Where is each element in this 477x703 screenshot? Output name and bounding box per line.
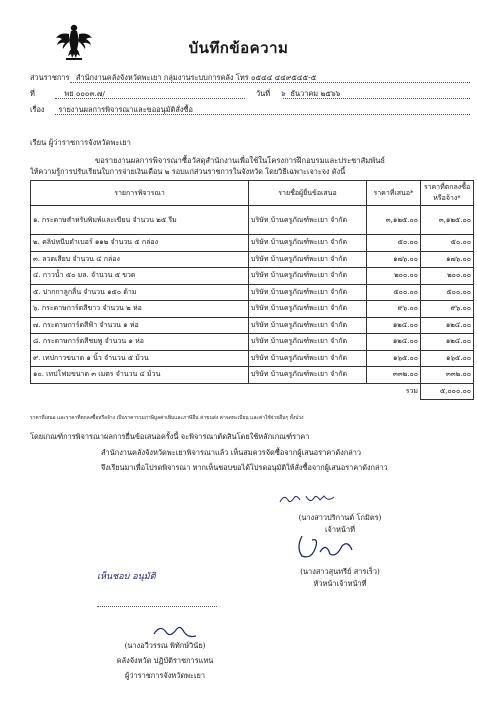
offer-cell: ๑๒๔.๐๐ [367, 334, 421, 351]
table-row [31, 367, 474, 384]
item-cell: ๓. ลวดเสียบ จำนวน ๔ กล่อง [31, 251, 249, 268]
table-row [31, 268, 474, 285]
greeting: เรียน ผู้ว่าราชการจังหวัดพะเยา [30, 138, 131, 147]
memo-title: บันทึกข้อความ [188, 39, 289, 57]
vendor-cell: บริษัท บ้านครูภัณฑ์พะเยา จำกัด [249, 251, 367, 268]
header-agreed: ราคาที่ตกลงซื้อหรือจ้าง* [421, 181, 474, 206]
signer-2-name: (นางสาวสุนทรีย์ สารเร็ว) [300, 567, 380, 576]
offer-cell: ๕๐๐.๐๐ [367, 284, 421, 301]
signer-1-position: เจ้าหน้าที่ [325, 525, 355, 534]
agency-label: ส่วนราชการ [30, 73, 70, 82]
offer-cell: ๑๗๖.๐๐ [367, 251, 421, 268]
agreed-cell: ๑๒๔.๐๐ [421, 334, 474, 351]
footnote: ราคาที่เสนอ และราคาที่ตกลงซื้อหรือจ้าง เป็นราคารวมภาษีมูลค่าเพิ่มและภาษีอื่น ค่าขนส่ง ค่าจดทะเบียน และค่าใช้จ่ายอื่นๆ ทั้งปวง [30, 415, 304, 421]
table-row [31, 284, 474, 301]
signer-2-position: หัวหน้าเจ้าหน้าที่ [313, 579, 367, 588]
items-table [30, 180, 474, 400]
date-value: ธันวาคม ๒๕๖๖ [290, 89, 341, 98]
agreed-cell: ๑๒๔.๐๐ [421, 317, 474, 334]
agreed-cell: ๓๓๒.๐๐ [421, 367, 474, 384]
vendor-cell: บริษัท บ้านครูภัณฑ์พะเยา จำกัด [249, 334, 367, 351]
date-handwritten-day-icon: ๖ [280, 89, 286, 98]
ref-dotline [55, 98, 245, 99]
header-vendor: รายชื่อผู้ยื่นข้อเสนอ [249, 181, 367, 206]
approval-dotline [97, 606, 217, 607]
ref-label: ที่ [30, 89, 35, 98]
offer-cell: ๒๐๐.๐๐ [367, 268, 421, 285]
signer-3-position-1: คลังจังหวัด ปฏิบัติราชการแทน [116, 656, 214, 665]
agency-dotline [70, 82, 470, 83]
table-row [31, 350, 474, 367]
total-value: ๕,๐๐๐.๐๐ [421, 383, 474, 400]
vendor-cell: บริษัท บ้านครูภัณฑ์พะเยา จำกัด [249, 268, 367, 285]
offer-cell: ๕๐.๐๐ [367, 235, 421, 252]
table-total-row [31, 383, 474, 400]
agreed-cell: ๕๐๐.๐๐ [421, 284, 474, 301]
paragraph-request: จึงเรียนมาเพื่อโปรดพิจารณา หากเห็นชอบขอได้โปรดอนุมัติให้สั่งซื้อจากผู้เสนอราคาดังกล่าว [101, 463, 388, 472]
agreed-cell: ๕๐.๐๐ [421, 235, 474, 252]
agreed-cell: ๑๖๕.๐๐ [421, 350, 474, 367]
signer-1-name: (นางสาวปริกานต์ โกมิตร) [298, 513, 382, 522]
item-cell: ๑๐. เทปโฟมขนาด ๓ เมตร จำนวน ๔ ม้วน [31, 367, 249, 384]
offer-cell: ๑๒๔.๐๐ [367, 317, 421, 334]
ref-value: พย ๐๐๐๓.๗/ [64, 89, 105, 98]
offer-cell: ๓,๑๒๕.๐๐ [367, 206, 421, 235]
table-row [31, 251, 474, 268]
vendor-cell: บริษัท บ้านครูภัณฑ์พะเยา จำกัด [249, 367, 367, 384]
item-cell: ๖. กระดาษการ์ดสีขาว จำนวน ๒ ห่อ [31, 301, 249, 318]
signer-3-position-2: ผู้ว่าราชการจังหวัดพะเยา [125, 671, 205, 680]
signature-2-icon [292, 532, 362, 562]
agreed-cell: ๑๗๖.๐๐ [421, 251, 474, 268]
vendor-cell: บริษัท บ้านครูภัณฑ์พะเยา จำกัด [249, 317, 367, 334]
signature-3-icon [150, 620, 200, 642]
agreed-cell: ๓,๑๒๕.๐๐ [421, 206, 474, 235]
table-header-row [31, 181, 474, 206]
subject-dotline [55, 114, 470, 115]
approval-handwriting: เห็นชอบ อนุมัติ [97, 572, 156, 582]
intro-line-1: ขอรายงานผลการพิจารณาซื้อวัสดุสำนักงานเพื่อใช้ในโครงการฝึกอบรมและประชาสัมพันธ์ [95, 156, 386, 165]
table-row [31, 301, 474, 318]
agency-value: สำนักงานคลังจังหวัดพะเยา กลุ่มงานระบบการคลัง โทร ๐๕๔๔ ๔๔๙๕๔๕-๕ [75, 73, 317, 82]
item-cell: ๕. ปากกาลูกลื่น จำนวน ๑๕๐ ด้าม [31, 284, 249, 301]
vendor-cell: บริษัท บ้านครูภัณฑ์พะเยา จำกัด [249, 284, 367, 301]
signature-1-icon [276, 488, 356, 510]
item-cell: ๑. กระดาษสำหรับพิมพ์และเขียน จำนวน ๒๕ รีม [31, 206, 249, 235]
paragraph-criteria: โดยเกณฑ์การพิจารณาผลการยื่นข้อเสนอครั้งนี้ จะพิจารณาตัดสินโดยใช้หลักเกณฑ์ราคา [30, 432, 310, 441]
item-cell: ๒. คลิปหนีบดำเบอร์ ๑๑๒ จำนวน ๕ กล่อง [31, 235, 249, 252]
item-cell: ๙. เทปกาวขนาด ๑ นิ้ว จำนวน ๕ ม้วน [31, 350, 249, 367]
table-row [31, 334, 474, 351]
agreed-cell: ๒๐๐.๐๐ [421, 268, 474, 285]
offer-cell: ๓๓๒.๐๐ [367, 367, 421, 384]
subject-value: รายงานผลการพิจารณาและขออนุมัติสั่งซื้อ [58, 105, 193, 114]
offer-cell: ๙๖.๐๐ [367, 301, 421, 318]
vendor-cell: บริษัท บ้านครูภัณฑ์พะเยา จำกัด [249, 235, 367, 252]
vendor-cell: บริษัท บ้านครูภัณฑ์พะเยา จำกัด [249, 206, 367, 235]
item-cell: ๗. กระดาษการ์ดสีฟ้า จำนวน ๑ ห่อ [31, 317, 249, 334]
date-label: วันที่ [256, 89, 271, 98]
intro-line-2: ให้ความรู้การปรับเรียนใบการจ่ายเงินเดือน ๒ รอบแก่ส่วนราชการในจังหวัด โดยวิธีเฉพาะเจาะจง ดังนี้ [30, 167, 346, 176]
offer-cell: ๑๖๕.๐๐ [367, 350, 421, 367]
paragraph-consideration: สำนักงานคลังจังหวัดพะเยาพิจารณาแล้ว เห็นสมควรจัดซื้อจากผู้เสนอราคาดังกล่าว [101, 448, 362, 457]
header-item: รายการพิจารณา [31, 181, 249, 206]
item-cell: ๔. กาวน้ำ ๕๐ มล. จำนวน ๕ ขวด [31, 268, 249, 285]
table-row [31, 317, 474, 334]
total-label: รวม [31, 383, 421, 400]
date-dotline [283, 98, 470, 99]
table-row [31, 206, 474, 235]
header-offer: ราคาที่เสนอ* [367, 181, 421, 206]
vendor-cell: บริษัท บ้านครูภัณฑ์พะเยา จำกัด [249, 350, 367, 367]
signer-3-name: (นางอวีวรรณ พิทักษ์วินัย) [124, 641, 206, 650]
subject-label: เรื่อง [30, 105, 45, 114]
vendor-cell: บริษัท บ้านครูภัณฑ์พะเยา จำกัด [249, 301, 367, 318]
table-row [31, 235, 474, 252]
item-cell: ๘. กระดาษการ์ดสีชมพู จำนวน ๑ ห่อ [31, 334, 249, 351]
agreed-cell: ๙๖.๐๐ [421, 301, 474, 318]
